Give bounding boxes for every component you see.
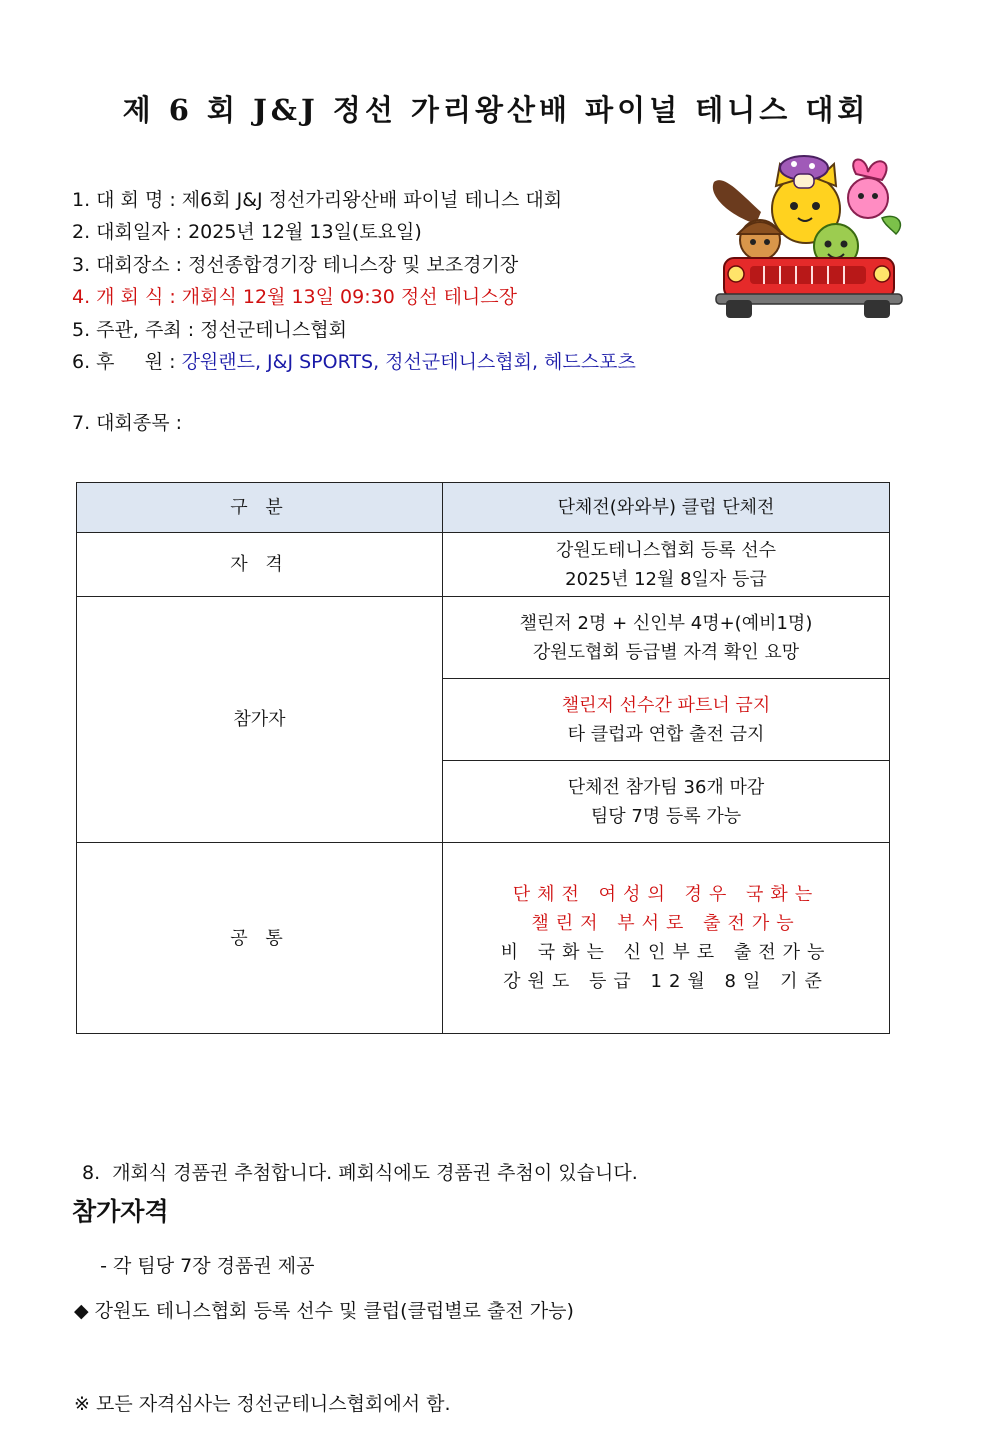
note-line: ◆ 강원도 테니스협회 등록 선수 및 클럽(클럽별로 출전 가능) [74, 1300, 574, 1322]
participants-composition: 챌린저 2명 + 신인부 4명+(예비1명) 강원도협회 등급별 자격 확인 요망 [443, 597, 890, 679]
event-info-list [72, 184, 636, 378]
info-value: 강원랜드, J&J SPORTS, 정선군테니스협회, 헤드스포츠 [181, 350, 636, 373]
info-label: 1. 대 회 명 : [72, 189, 182, 211]
section-8-subline: - 각 팀당 7장 경품권 제공 [82, 1255, 315, 1277]
table-row-participants-1 [77, 597, 890, 679]
participants-restrictions: 챌린저 선수간 파트너 금지 타 클럽과 연합 출전 금지 [443, 679, 890, 761]
table-row-qualification [77, 533, 890, 597]
common-label: 공 통 [77, 843, 443, 1034]
qualification-notes [74, 1234, 574, 1451]
event-table [76, 482, 890, 1034]
qualification-cell: 강원도테니스협회 등록 선수 2025년 12월 8일자 등급 [443, 533, 890, 597]
info-label: 6. 후 원 : [72, 350, 182, 373]
qualification-label: 자 격 [77, 533, 443, 597]
table-header-row [77, 483, 890, 533]
info-label: 2. 대회일자 : [72, 221, 189, 244]
info-name [72, 184, 636, 216]
note-line: ※ 모든 자격심사는 정선군테니스협회에서 함. [74, 1393, 451, 1415]
info-host [72, 314, 636, 346]
table-header-event: 단체전(와와부) 클럽 단체전 [443, 483, 890, 533]
info-value: 2025년 12월 13일(토요일) [188, 221, 422, 244]
table-row-common [77, 843, 890, 1034]
info-value: 개회식 12월 13일 09:30 정선 테니스장 [181, 286, 517, 309]
info-venue [72, 249, 636, 281]
info-value: 정선군테니스협회 [200, 318, 347, 341]
info-label: 5. 주관, 주최 : [72, 318, 201, 341]
participants-limits: 단체전 참가팀 36개 마감 팀당 7명 등록 가능 [443, 761, 890, 843]
info-opening [72, 281, 636, 313]
info-date [72, 216, 636, 248]
participants-label: 참가자 [77, 597, 443, 843]
qualification-heading: 참가자격 [72, 1197, 169, 1226]
info-label: 4. 개 회 식 : [72, 286, 182, 309]
info-value: 정선종합경기장 테니스장 및 보조경기장 [188, 253, 519, 276]
common-cell: 단체전 여성의 경우 국화는 챌린저 부서로 출전가능 비 국화는 신인부로 출전가능 강원도 등급 12월 8일 기준 [443, 843, 890, 1034]
table-header-category: 구 분 [77, 483, 443, 533]
section-7-label: 7. 대회종목 : [72, 412, 183, 434]
info-sponsors [72, 346, 636, 378]
info-label: 3. 대회장소 : [72, 253, 189, 276]
document-title: 제 6 회 J&J 정선 가리왕산배 파이널 테니스 대회 [122, 93, 870, 127]
info-value: 제6회 J&J 정선가리왕산배 파이널 테니스 대회 [181, 189, 563, 211]
section-8-line: 8. 개회식 경품권 추첨합니다. 폐회식에도 경품권 추첨이 있습니다. [82, 1162, 638, 1184]
mascot-car-illustration [706, 154, 910, 320]
